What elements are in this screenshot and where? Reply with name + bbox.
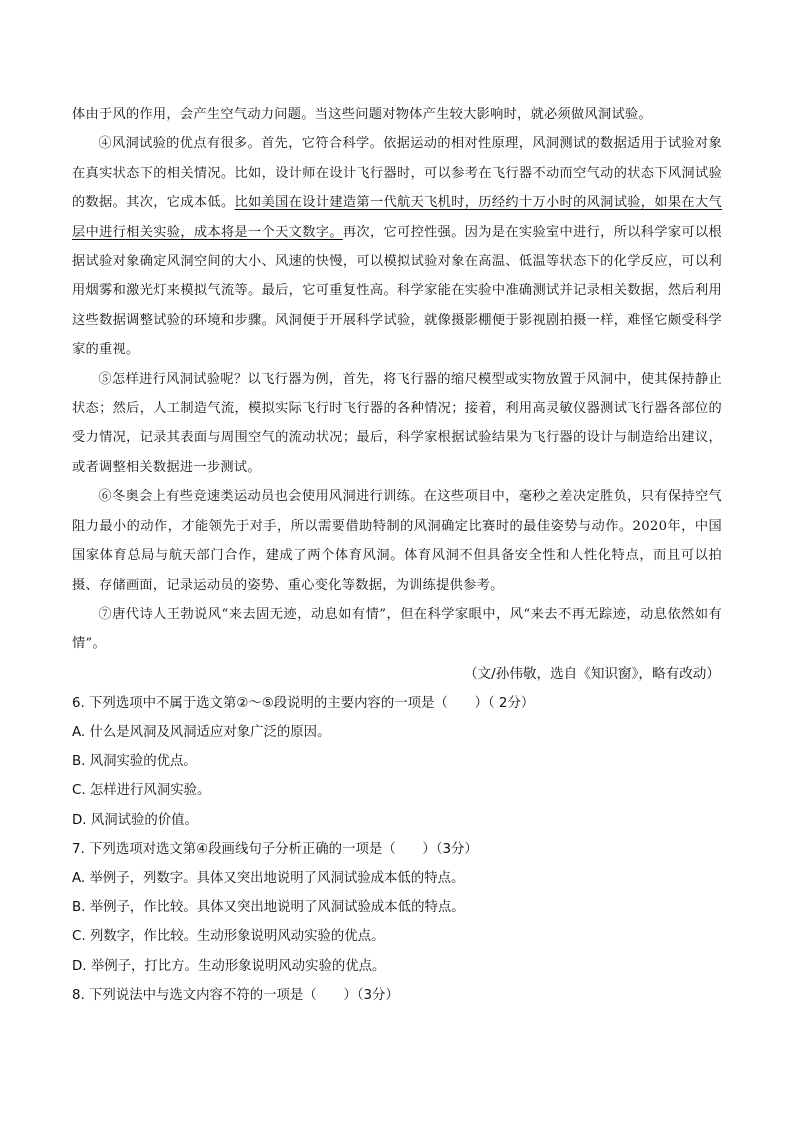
paragraph-4 <box>72 129 722 364</box>
paragraph-4-part-a: ④风洞试验的优点有很多。首先，它符合科学。依据运动的相对性原理，风洞测试的数据适用于试验对象在真实状态下的相关情况。比如，设计师在设计飞行器时，可以参考在飞行器不动而空气动的状态下风洞试验的数据。其次，它成本低。 <box>72 136 722 211</box>
option-a: A. 举例子，列数字。具体又突出地说明了风洞试验成本低的特点。 <box>72 870 465 886</box>
question-7 <box>72 835 722 981</box>
paragraph-7: ⑦唐代诗人王勃说风“来去固无迹，动息如有情”，但在科学家眼中，风“来去不再无踪迹，动息依然如有情”。 <box>72 606 722 652</box>
question-8 <box>72 981 722 1010</box>
underlined-sentence: 比如美国在设计建造第一代航天飞机时，历经约十万小时的风洞试验，如果在大气层中进行相关实验，成本将是一个天文数字。 <box>72 195 722 240</box>
passage <box>72 100 722 659</box>
question-stem: 8. 下列说法中与选文内容不符的一项是（ ）（3分） <box>72 987 399 1003</box>
question-stem: 6. 下列选项中不属于选文第②～⑤段说明的主要内容的一项是（ ）（ 2分） <box>72 695 535 711</box>
question-6 <box>72 689 722 835</box>
paragraph-3-end: 体由于风的作用，会产生空气动力问题。当这些问题对物体产生较大影响时，就必须做风洞试验。 <box>72 107 652 122</box>
option-b: B. 风洞实验的优点。 <box>72 754 197 770</box>
document-content <box>72 100 722 1010</box>
option-a: A. 什么是风洞及风洞适应对象广泛的原因。 <box>72 724 331 740</box>
question-stem: 7. 下列选项对选文第④段画线句子分析正确的一项是（ ）（3分） <box>72 841 478 857</box>
option-d: D. 风洞试验的价值。 <box>72 812 198 828</box>
option-d: D. 举例子，打比方。生动形象说明风动实验的优点。 <box>72 958 386 974</box>
option-b: B. 举例子，作比较。具体又突出地说明了风洞试验成本低的特点。 <box>72 900 465 916</box>
option-c: C. 列数字，作比较。生动形象说明风动实验的优点。 <box>72 929 385 945</box>
paragraph-6: ⑥冬奥会上有些竞速类运动员也会使用风洞进行训练。在这些项目中，毫秒之差决定胜负，只有保持空气阻力最小的动作，才能领先于对手，所以需要借助特制的风洞确定比赛时的最佳姿势与动作。2020年，中国国家体育总局与航天部门合作，建成了两个体育风洞。体育风洞不但具备安全性和人性化特点，而且可以拍摄、存储画面，记录运动员的姿势、重心变化等数据，为训练提供参考。 <box>72 489 722 593</box>
source-citation: （文/孙伟敬，选自《知识窗》，略有改动） <box>463 665 720 682</box>
paragraph-4-part-b: 再次，它可控性强。因为是在实验室中进行，所以科学家可以根据试验对象确定风洞空间的大小、风速的快慢，可以模拟试验对象在高温、低温等状态下的化学反应，可以利用烟雾和激光灯来模拟气流等。最后，它可重复性高。科学家能在实验中准确测试并记录相关数据，然后利用这些数据调整试验的环境和步骤。风洞便于开展科学试验，就像摄影棚便于影视剧拍摄一样，难怪它颇受科学家的重视。 <box>72 224 722 358</box>
question-list <box>72 689 722 1010</box>
option-c: C. 怎样进行风洞实验。 <box>72 783 211 799</box>
paragraph-5: ⑤怎样进行风洞试验呢？以飞行器为例，首先，将飞行器的缩尺模型或实物放置于风洞中，使其保持静止状态；然后，人工制造气流，模拟实际飞行时飞行器的各种情况；接着，利用高灵敏仪器测试飞行器各部位的受力情况，记录其表面与周围空气的流动状况；最后，科学家根据试验结果为飞行器的设计与制造给出建议，或者调整相关数据进一步测试。 <box>72 371 722 475</box>
